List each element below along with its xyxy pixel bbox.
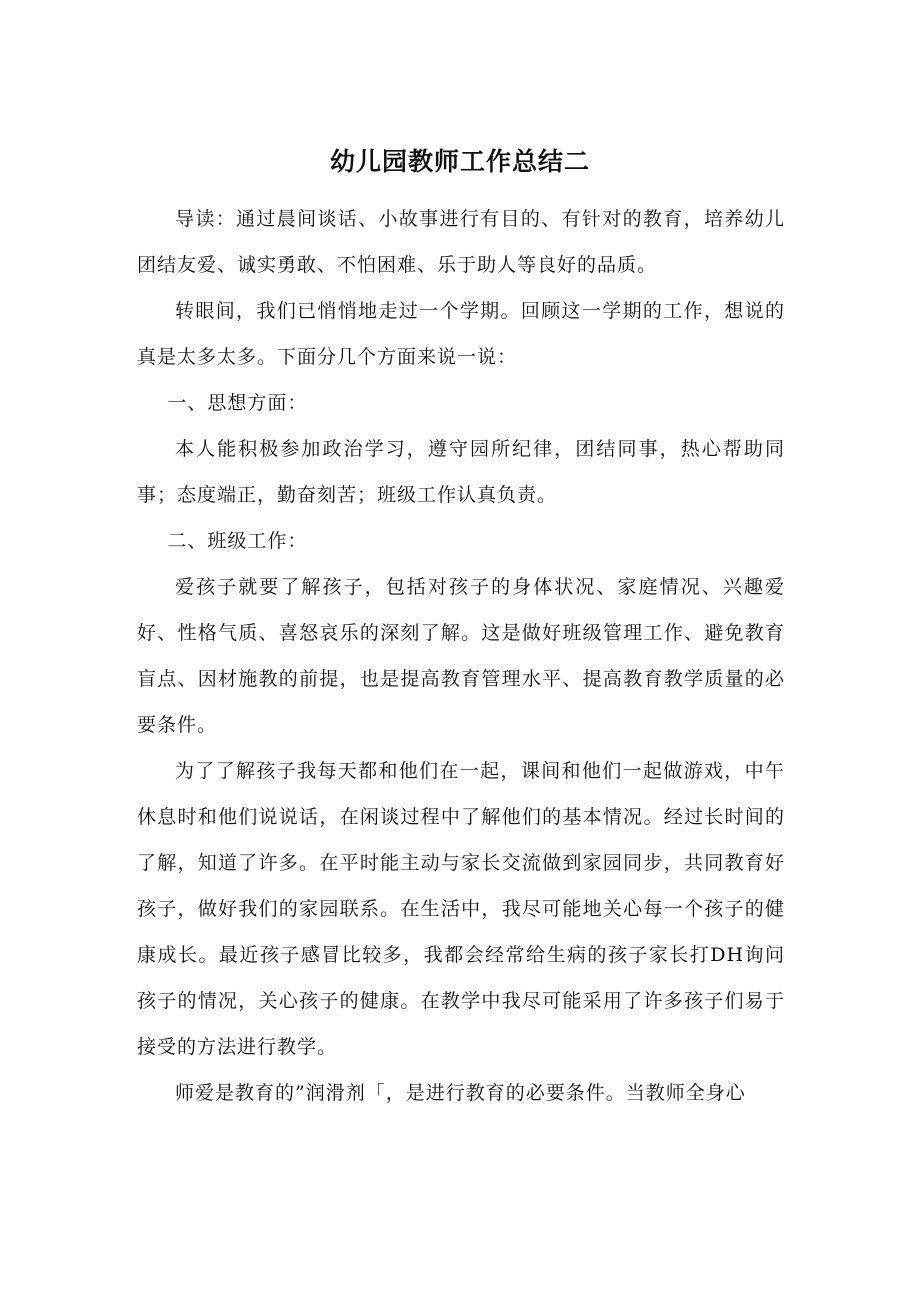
section-heading-ideology: 一、思想方面： <box>167 392 308 414</box>
document-title: 幼儿园教师工作总结二 <box>329 147 590 176</box>
paragraph-understanding-children: 爱孩子就要了解孩子，包括对孩子的身体状况、家庭情况、兴趣爱好、性格气质、喜怒哀乐的深刻了解。这是做好班级管理工作、避免教育盲点、因材施教的前提，也是提高教育管理水平、提高教育教学质量的必要条件。 <box>137 576 785 736</box>
paragraph-intro: 导读：通过晨间谈话、小故事进行有目的、有针对的教育，培养幼儿团结友爱、诚实勇敢、不怕困难、乐于助人等良好的品质。 <box>137 208 785 276</box>
paragraph-daily-practice: 为了了解孩子我每天都和他们在一起，课间和他们一起做游戏，中午休息时和他们说说话，在闲谈过程中了解他们的基本情况。经过长时间的了解，知道了许多。在平时能主动与家长交流做到家园同步，共同教育好孩子，做好我们的家园联系。在生活中，我尽可能地关心每一个孩子的健康成长。最近孩子感冒比较多，我都会经常给生病的孩子家长打DH询问孩子的情况，关心孩子的健康。在教学中我尽可能采用了许多孩子们易于接受的方法进行教学。 <box>137 760 785 1058</box>
document-body <box>137 196 785 1116</box>
paragraph-teacher-love: 师爱是教育的”润滑剂「，是进行教育的必要条件。当教师全身心 <box>175 1082 746 1104</box>
section-heading-class-work: 二、班级工作： <box>167 530 308 552</box>
paragraph-opening: 转眼间，我们已悄悄地走过一个学期。回顾这一学期的工作，想说的真是太多太多。下面分几个方面来说一说： <box>137 300 785 368</box>
paragraph-ideology: 本人能积极参加政治学习，遵守园所纪律，团结同事，热心帮助同事；态度端正，勤奋刻苦；班级工作认真负责。 <box>137 438 785 506</box>
